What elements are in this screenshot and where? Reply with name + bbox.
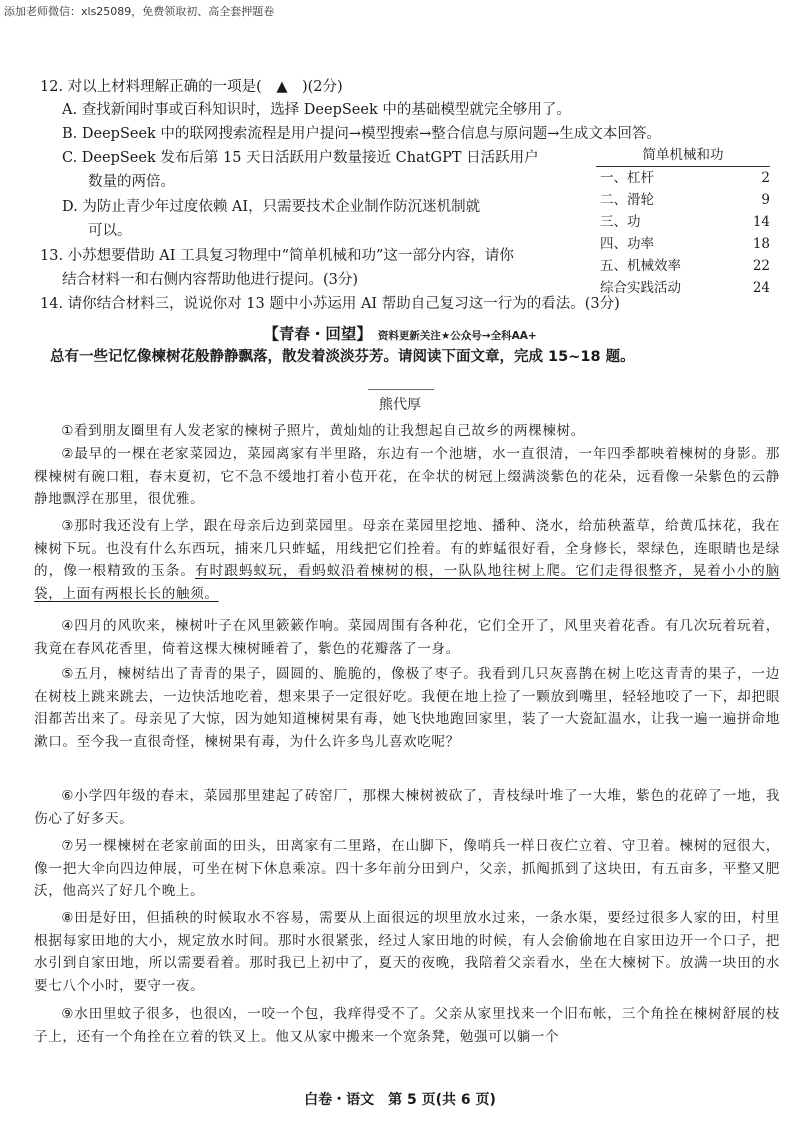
paragraph-8: ⑧田是好田，但插秧的时候取水不容易，需要从上面很远的坝里放水过来，一条水渠，要经过很多人家的田，村里根据每家田地的大小，规定放水时间。那时水很紧张，经过人家田地的时候，有人会偷偷地在自家田边开一个口子，把水引到自家田地，所以需要看着。那时我已上初中了，夏天的夜晚，我陪着父亲看水，坐在大楝树下。放满一块田的水要七八个小时，要守一夜。 xyxy=(34,910,780,994)
toc-label: 五、机械效率 xyxy=(600,258,681,274)
title-rule xyxy=(368,389,434,390)
toc-row xyxy=(596,211,770,233)
paragraph-4: ④四月的风吹来，楝树叶子在风里簌簌作响。菜园周围有各种花，它们全开了，风里夹着花香。有几次玩着玩着，我竟在春风花香里，倚着这棵大楝树睡着了，紫色的花瓣落了一身。 xyxy=(34,618,780,657)
toc-page: 24 xyxy=(752,280,770,296)
toc-page: 2 xyxy=(761,170,770,186)
toc-row xyxy=(596,167,770,189)
question-12-option-a: A. 查找新闻时事或百科知识时，选择 DeepSeek 中的基础模型就完全够用了。 xyxy=(62,102,571,118)
section-title xyxy=(0,322,800,344)
toc-label: 一、杠杆 xyxy=(600,170,654,186)
toc-row xyxy=(596,277,770,299)
watermark-note: 添加老师微信：xls25089，免费领取初、高全套押题卷 xyxy=(4,5,275,18)
toc-title: 简单机械和功 xyxy=(596,144,770,167)
page-footer: 白卷・语文 第 5 页(共 6 页) xyxy=(304,1092,496,1108)
toc-row xyxy=(596,233,770,255)
toc-label: 三、功 xyxy=(600,214,641,230)
toc-page: 9 xyxy=(761,192,770,208)
section-intro: 总有一些记忆像楝树花般静静飘落，散发着淡淡芬芳。请阅读下面文章，完成 15~18 题。 xyxy=(50,349,635,365)
question-12-option-d-cont: 可以。 xyxy=(88,223,132,239)
question-12-option-b: B. DeepSeek 中的联网搜索流程是用户提问→模型搜索→整合信息与原问题→生成文本回答。 xyxy=(62,126,661,142)
section-title-text: 【青春・回望】 xyxy=(263,325,372,343)
paragraph-1: ①看到朋友圈里有人发老家的楝树子照片，黄灿灿的让我想起自己故乡的两棵楝树。 xyxy=(61,423,585,439)
toc-row xyxy=(596,255,770,277)
question-14: 14. 请你结合材料三，说说你对 13 题中小苏运用 AI 帮助自己复习这一行为的看法。(3分) xyxy=(40,296,620,312)
question-13-line2: 结合材料一和右侧内容帮助他进行提问。(3分) xyxy=(62,272,359,288)
paragraph-6: ⑥小学四年级的春末，菜园那里建起了砖窑厂，那棵大楝树被砍了，青枝绿叶堆了一大堆，紫色的花碎了一地，我伤心了好多天。 xyxy=(34,788,780,827)
article-author: 熊代厚 xyxy=(379,397,421,413)
question-12-option-c: C. DeepSeek 发布后第 15 天日活跃用户数量接近 ChatGPT 日活跃用户 xyxy=(62,150,539,166)
toc-label: 综合实践活动 xyxy=(600,280,681,296)
section-note: 资料更新关注★公众号→全科AA+ xyxy=(377,330,537,342)
toc-label: 四、功率 xyxy=(600,236,654,252)
paragraph-3-text: ③那时我还没有上学，跟在母亲后边到菜园里。母亲在菜园里挖地、播种、浇水，给茄秧蓋草，给黄瓜抹花，我在楝树下玩。也没有什么东西玩，捕来几只蚱蜢，用线把它们拴着。有的蚱蜢很好看，全身修长，翠绿色，连眼睛也是绿的，像一根精致的玉条。 xyxy=(34,518,780,579)
toc-row xyxy=(596,189,770,211)
toc-box xyxy=(596,144,770,299)
question-13-line1: 13. 小苏想要借助 AI 工具复习物理中“简单机械和功”这一部分内容，请你 xyxy=(40,248,514,264)
question-12-stem: 12. 对以上材料理解正确的一项是( ▲ )(2分) xyxy=(40,79,343,95)
paragraph-7: ⑦另一棵楝树在老家前面的田头，田离家有二里路，在山脚下，像哨兵一样日夜伫立着、守卫着。楝树的冠很大，像一把大伞向四边伸展，可坐在树下休息乘凉。四十多年前分田到户，父亲，抓阄抓到了这块田，有五亩多，平整又肥沃，他高兴了好几个晚上。 xyxy=(34,838,780,899)
toc-page: 14 xyxy=(752,214,770,230)
question-12-option-d: D. 为防止青少年过度依赖 AI，只需要技术企业制作防沉迷机制就 xyxy=(62,199,481,215)
paragraph-5: ⑤五月，楝树结出了青青的果子，圆圆的、脆脆的，像极了枣子。我看到几只灰喜鹊在树上吃这青青的果子，一边在树枝上跳来跳去，一边快活地吃着，想来果子一定很好吃。我便在地上捡了一颗放到嘴里，轻轻地咬了一下，却把眼泪都苦出来了。母亲见了大惊，因为她知道楝树果有毒，她飞快地跑回家里，装了一大瓷缸温水，让我一遍一遍拼命地漱口。至今我一直很奇怪，楝树果有毒，为什么许多鸟儿喜欢吃呢？ xyxy=(34,666,780,750)
paragraph-3 xyxy=(34,515,780,605)
question-12-option-c-cont: 数量的两倍。 xyxy=(88,174,175,190)
toc-page: 22 xyxy=(752,258,770,274)
paragraph-9: ⑨水田里蚊子很多，也很凶，一咬一个包，我痒得受不了。父亲从家里找来一个旧布帐，三个角拴在楝树舒展的枝子上，还有一个角拴在立着的铁叉上。他又从家中搬来一个宽条凳，勉强可以躺一个 xyxy=(34,1006,780,1045)
paragraph-2: ②最早的一棵在老家菜园边，菜园离家有半里路，东边有一个池塘，水一直很清，一年四季都映着楝树的身影。那棵楝树有碗口粗，春末夏初，它不急不缓地打着小苞开花，在伞状的树冠上缀满淡紫色的花朵，远看像一朵紫色的云静静地飘浮在那里，很优雅。 xyxy=(34,446,780,507)
toc-label: 二、滑轮 xyxy=(600,192,654,208)
paragraph-3-underlined: 有时跟蚂蚁玩，看蚂蚁沿着楝树的根，一队队地往树上爬。它们走得很整齐，晃着小小的脑袋，上面有两根长长的触须。 xyxy=(34,563,780,602)
toc-page: 18 xyxy=(752,236,770,252)
